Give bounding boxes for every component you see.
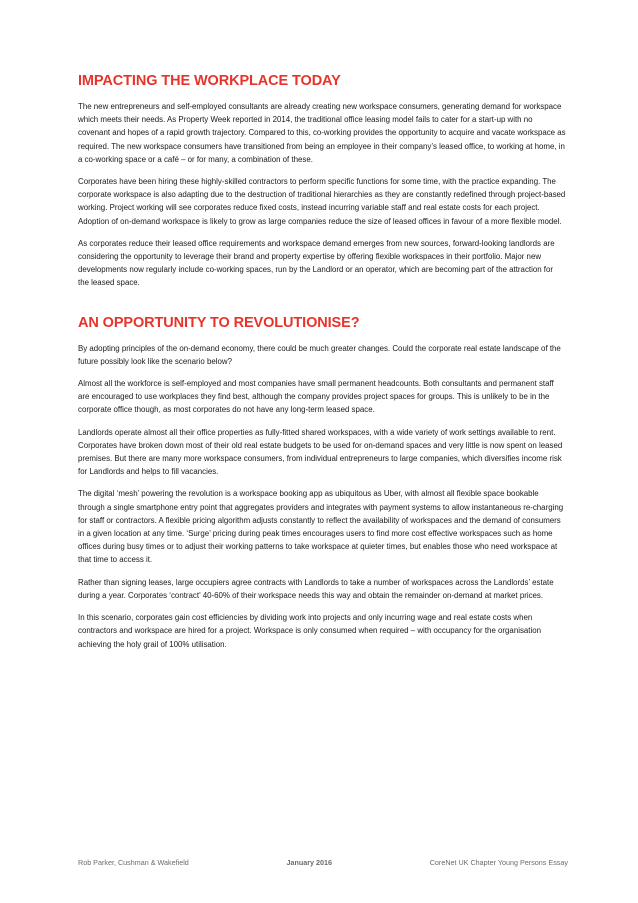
paragraph: In this scenario, corporates gain cost efficiencies by dividing work into projects and only incurring wage and real estate costs when contractors and workspace are hired for a project. Workspace is only consumed when required – with occupancy for the organisation achieving the holy grail of 100% utilisation. [78,613,542,649]
paragraph: Landlords operate almost all their office properties as fully-fitted shared workspaces, with a wide variety of work settings available to rent. Corporates have broken down most of their old real estate budgets to be used for on-demand spaces and very little is now spent on leased premises. But there are many more workspace consumers, from individual entrepreneurs to large companies, which diversifies income risk for Landlords and helps to fill vacancies. [78,427,563,477]
paragraph: The digital ‘mesh’ powering the revolution is a workspace booking app as ubiquitous as Uber, with almost all flexible space bookable through a single smartphone entry point that aggregates providers and integrates with payment systems to allow instantaneous re-charging for staff or contractors. A flexible pricing algorithm adjusts constantly to reflect the availability of workspaces and the demand of consumers in a given location at any time. ‘Surge’ pricing during peak times encourages users to find more cost effective workspaces such as home offices during busy times or to adjust their working patterns to take workspace at quieter times, but enables those who need workspace at that time to access it. [78,489,564,565]
footer-date: January 2016 [286,858,333,867]
page-footer [78,858,568,868]
paragraph: As corporates reduce their leased office requirements and workspace demand emerges from new sources, forward-looking landlords are considering the opportunity to leverage their brand and property expertise by offering flexible workspaces in their portfolio. Major new developments now regularly include co-working spaces, run by the Landlord or an operator, which are becoming part of the attraction for the leased space. [78,238,555,288]
paragraph: Corporates have been hiring these highly-skilled contractors to perform specific functions for some time, with the practice expanding. The corporate workspace is also adapting due to the destruction of traditional hierarchies as they are constantly redefined through project-based working. Project working will see corporates reduce fixed costs, instead incurring variable staff and real estate costs for each project. Adoption of on-demand workspace is likely to grow as large companies reduce the size of leased offices in favour of a more flexible model. [78,177,566,226]
section-heading-opportunity: AN OPPORTUNITY TO REVOLUTIONISE? [78,314,360,331]
paragraph: Almost all the workforce is self-employed and most companies have small permanent headcounts. Both consultants and permanent staff are encouraged to use workplaces they find best, although the company provides project spaces for groups. This is unlikely to be in the corporate office though, as most corporates do not have any long-term leased space. [78,379,554,415]
paragraph: Rather than signing leases, large occupiers agree contracts with Landlords to take a number of workspaces across the Landlords’ estate during a year. Corporates ‘contract’ 40-60% of their workspace needs this way and obtain the remainder on-demand at market prices. [78,577,554,600]
paragraph: The new entrepreneurs and self-employed consultants are already creating new workspace consumers, generating demand for workspace which meets their needs. As Property Week reported in 2014, the traditional office leasing model fails to cater for a start-up with no covenant and hopes of a rapid growth trajectory. Compared to this, co-working provides the opportunity to acquire and vacate workspace as required. The new workspace consumers have transitioned from being an employee in their company’s leased office, to working at home, in a co-working space or a café – or for many, a combination of these. [78,102,566,164]
document-body [78,72,566,660]
paragraph: By adopting principles of the on-demand economy, there could be much greater changes. Could the corporate real estate landscape of the future possibly look like the scenario below? [78,343,561,366]
footer-title: CoreNet UK Chapter Young Persons Essay [429,858,568,867]
section-heading-impacting-workplace: IMPACTING THE WORKPLACE TODAY [78,73,341,89]
footer-author: Rob Parker, Cushman & Wakefield [78,858,189,867]
